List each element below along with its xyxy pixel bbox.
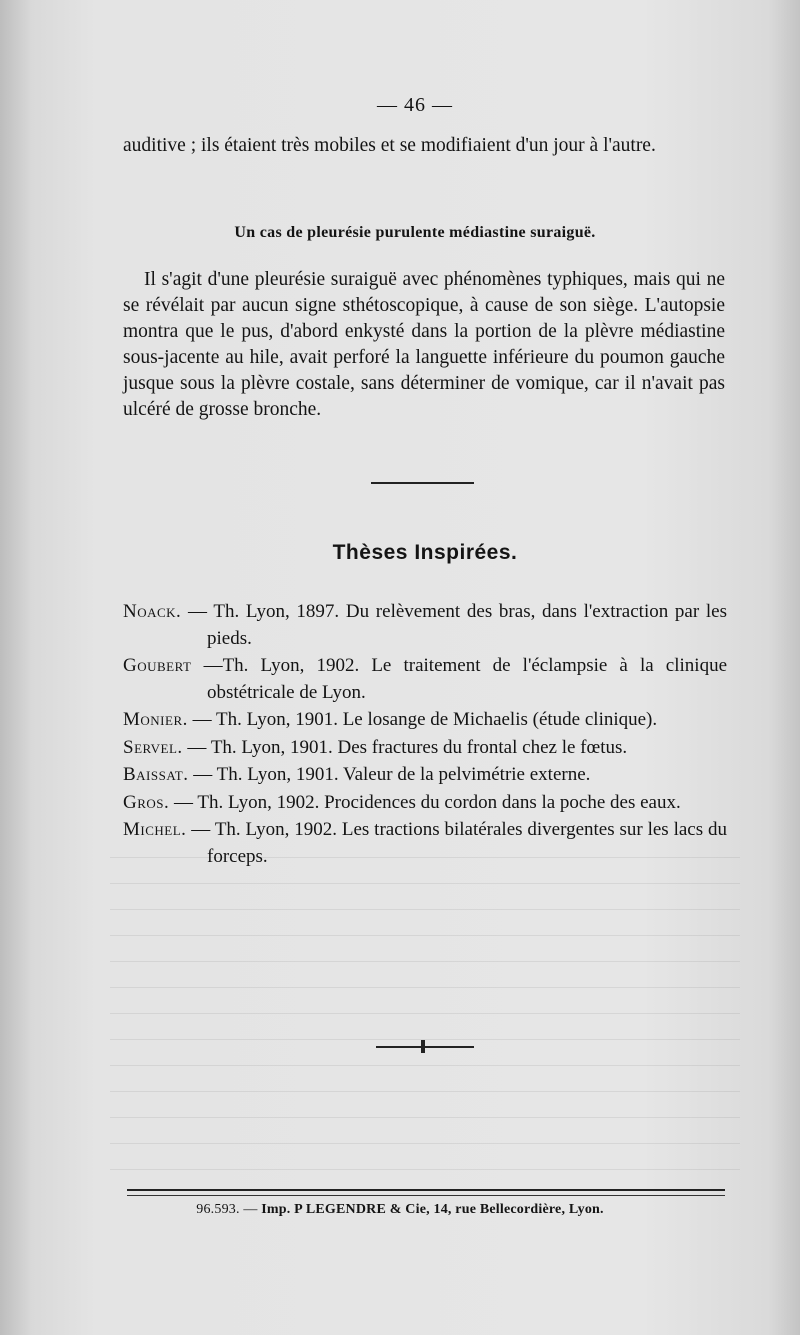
separator-rule — [371, 482, 474, 484]
imprint-job-number: 96.593. — [196, 1202, 240, 1217]
thesis-author: Monier. — [123, 709, 188, 730]
thesis-text: — Th. Lyon, 1902. Procidences du cordon dans la poche des eaux. — [174, 791, 681, 813]
thesis-entry — [123, 790, 727, 817]
printer-imprint — [0, 1202, 800, 1218]
thesis-author: Gros. — [123, 791, 170, 813]
imprint-dash: — — [243, 1202, 258, 1217]
paragraph-pleuresie: Il s'agit d'une pleurésie suraiguë avec phénomènes typhiques, mais qui ne se révélait par aucun signe sthétoscopique, à cause de son siège. L'autopsie montra que le pus, d'abord enkysté dans la portion de la plèvre médiastine sous-jacente au hile, avait perforé la languette inférieure du poumon gauche jusque sous la plèvre costale, sans déterminer de vomique, car il n'avait pas ulcéré de grosse bronche. — [123, 269, 725, 420]
thesis-entry — [123, 599, 727, 652]
thesis-author: Baissat. — [123, 764, 189, 785]
thesis-author: Michel. — [123, 819, 187, 840]
theses-heading: Thèses Inspirées. — [332, 541, 518, 564]
thesis-author: Goubert — [123, 655, 192, 676]
thesis-entry — [123, 735, 727, 762]
thesis-author: Noack. — [123, 601, 182, 622]
footer-rule-thin — [127, 1195, 725, 1196]
thesis-text: — Th. Lyon, 1901. Des fractures du frontal chez le fœtus. — [187, 736, 628, 758]
thesis-entry — [123, 817, 727, 870]
thesis-text: — Th. Lyon, 1897. Du relèvement des bras, dans l'extraction par les pieds. — [188, 601, 727, 649]
imprint-printer: Imp. P LEGENDRE & Cie, 14, rue Bellecordière, Lyon. — [261, 1202, 604, 1217]
end-ornament — [376, 1040, 474, 1052]
paragraph-auditive: auditive ; ils étaient très mobiles et se modifiaient d'un jour à l'autre. — [123, 135, 656, 156]
thesis-entry — [123, 707, 727, 734]
theses-list — [123, 599, 727, 871]
thesis-text: — Th. Lyon, 1901. Valeur de la pelvimétrie externe. — [193, 764, 591, 785]
footer-rule — [127, 1189, 725, 1191]
section-heading: Un cas de pleurésie purulente médiastine suraiguë. — [234, 224, 596, 241]
ornament-mark — [421, 1040, 425, 1053]
thesis-entry — [123, 653, 727, 706]
show-through-texture — [110, 850, 740, 1170]
thesis-text: — Th. Lyon, 1902. Les tractions bilatérales divergentes sur les lacs du forceps. — [191, 819, 727, 867]
page-number: — 46 — — [377, 94, 453, 116]
thesis-text: — Th. Lyon, 1901. Le losange de Michaelis (étude clinique). — [192, 709, 658, 730]
thesis-author: Servel. — [123, 736, 183, 758]
thesis-entry — [123, 762, 727, 789]
thesis-text: —Th. Lyon, 1902. Le traitement de l'éclampsie à la clinique obstétricale de Lyon. — [203, 655, 728, 703]
ornament-line — [376, 1046, 474, 1048]
